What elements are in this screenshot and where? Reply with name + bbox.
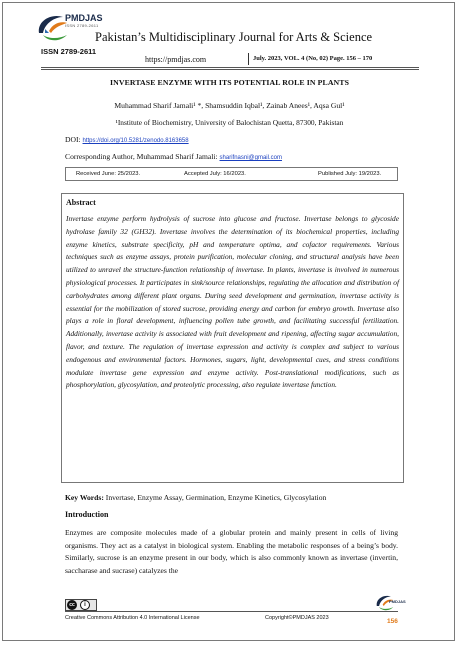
attribution-icon: i	[80, 600, 90, 610]
creative-commons-badge[interactable]	[65, 599, 97, 611]
footer-brand: PMDJAS	[389, 599, 406, 604]
keywords-label: Key Words:	[65, 493, 104, 502]
header-rule	[41, 67, 419, 68]
introduction-text: Enzymes are composite molecules made of a globular protein and mainly present in cells of living organisms. They act as a catalyst in biological system. Enabling the metabolic responses of a being’s body. Similarly, sucrose is an enzyme present in our body, which is also commonly known as invertase (invertin, saccharase and sucrase) catalyzes the	[65, 528, 398, 576]
brand-name: PMDJAS	[65, 13, 103, 23]
journal-page	[2, 2, 455, 641]
footer-rule	[65, 611, 398, 612]
abstract-box	[61, 193, 404, 483]
journal-title: Pakistan’s Multidisciplinary Journal for Arts & Science	[95, 30, 373, 44]
dates-bar	[65, 167, 398, 181]
abstract-text: Invertase enzyme perform hydrolysis of sucrose into glucose and fructose. Invertase belongs to glycoside hydrolase family 32 (GH32). Invertase involves the determination of its biochemical properties, including enzyme kinetics, substrate specificity, pH and temperature optima, and cofactor requirements. Various techniques such as enzyme assays, protein purification, molecular cloning, and structural analysis have been utilized to unravel the structure-function relationship of invertase. In plants, invertase is involved in numerous physiological processes. It participates in sink/source relationships, regulating the allocation and distribution of carbohydrates among different plant organs. During seed development and germination, invertase activity is essential for the mobilization of stored sucrose, providing energy and carbon for embryo growth. Invertase also plays a role in floral development, influencing pollen tube growth, and facilitating successful fertilization. Additionally, invertase activity is associated with fruit development and ripening, affecting sugar accumulation, flavor, and texture. The regulation of invertase expression and activity is complex and subject to various endogenous and environmental factors. Hormones, sugars, light, developmental cues, and stress conditions modulate invertase gene expression and enzyme activity. Post-translational modifications, such as phosphorylation, glycosylation, and proteolytic processing, also regulate invertase function.	[66, 214, 399, 390]
article-title: INVERTASE ENZYME WITH ITS POTENTIAL ROLE IN PLANTS	[109, 78, 350, 87]
header-divider	[248, 53, 249, 65]
cc-icon: cc	[67, 600, 77, 610]
published-date: Published July: 19/2023.	[318, 171, 382, 177]
issn-number: ISSN 2789-2611	[41, 47, 97, 56]
accepted-date: Accepted July: 16/2023.	[184, 171, 246, 177]
keywords-text: Invertase, Enzyme Assay, Germination, Enzyme Kinetics, Glycosylation	[105, 493, 327, 502]
doi-label: DOI:	[65, 135, 81, 144]
doi-link[interactable]: https://doi.org/10.5281/zenodo.8163658	[82, 138, 189, 144]
license-text: Creative Commons Attribution 4.0 International License	[65, 615, 200, 621]
corresponding-email-link[interactable]: sharifnasni@gmail.com	[219, 155, 282, 161]
journal-website-link[interactable]: https://pmdjas.com	[145, 55, 207, 64]
volume-info: July. 2023, VOL. 4 (No, 02) Page. 156 – 170	[253, 55, 373, 62]
received-date: Received June: 25/2023.	[76, 171, 141, 177]
author-affiliation: ¹Institute of Biochemistry, University of Balochistan Quetta, 87300, Pakistan	[115, 118, 344, 127]
corresponding-label: Corresponding Author, Muhammad Sharif Jamali:	[65, 152, 218, 161]
introduction-heading: Introduction	[65, 510, 109, 519]
header-rule-2	[41, 69, 419, 70]
abstract-heading: Abstract	[66, 198, 96, 207]
brand-subtitle: ISSN 2789-2611	[65, 23, 99, 28]
keywords-line	[65, 493, 326, 502]
corresponding-author-line	[65, 152, 282, 161]
page-number: 156	[387, 618, 398, 625]
article-authors: Muhammad Sharif Jamali¹ *, Shamsuddin Iqbal¹, Zainab Anees¹, Aqsa Gul¹	[114, 101, 345, 110]
copyright-text: Copyright©PMDJAS 2023	[265, 615, 329, 621]
doi-line	[65, 135, 189, 144]
